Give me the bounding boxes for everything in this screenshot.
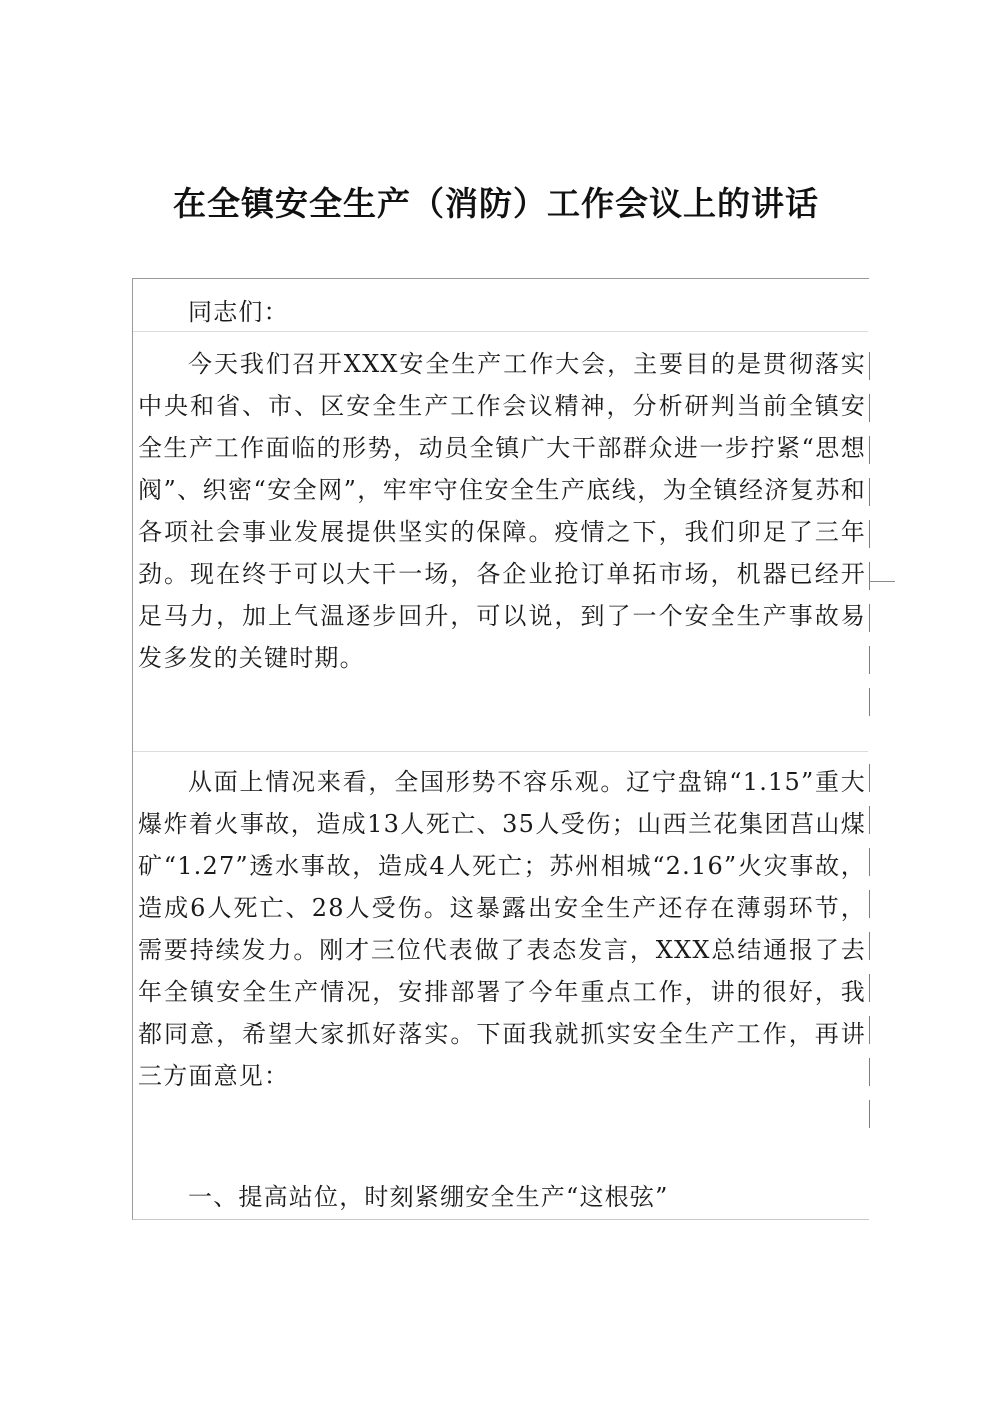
line-marker xyxy=(869,520,870,548)
line-marker xyxy=(869,581,895,582)
divider xyxy=(133,751,868,752)
line-marker xyxy=(869,764,870,792)
line-marker xyxy=(869,1016,870,1044)
paragraph-1: 今天我们召开XXX安全生产工作大会，主要目的是贯彻落实中央和省、市、区安全生产工作会议精神，分析研判当前全镇安全生产工作面临的形势，动员全镇广大干部群众进一步拧紧“思想阀”、织密“安全网”，牢牢守住安全生产底线，为全镇经济复苏和各项社会事业发展提供坚实的保障。疫情之下，我们卯足了三年劲。现在终于可以大干一场，各企业抢订单拓市场，机器已经开足马力，加上气温逐步回升，可以说，到了一个安全生产事故易发多发的关键时期。 xyxy=(138,350,866,672)
line-marker xyxy=(869,1100,870,1128)
document-title: 在全镇安全生产（消防）工作会议上的讲话 xyxy=(173,184,819,223)
line-marker xyxy=(869,646,870,674)
section-heading-1: 一、提高站位，时刻紧绷安全生产“这根弦” xyxy=(188,1183,669,1211)
text-frame xyxy=(132,278,869,1220)
line-marker xyxy=(869,974,870,1002)
line-marker xyxy=(869,562,870,590)
line-marker xyxy=(869,604,870,632)
line-marker xyxy=(869,806,870,834)
divider xyxy=(133,331,868,332)
paragraph-2: 从面上情况来看，全国形势不容乐观。辽宁盘锦“1.15”重大爆炸着火事故，造成13人死亡、35人受伤；山西兰花集团莒山煤矿“1.27”透水事故，造成4人死亡；苏州相城“2.16”火灾事故，造成6人死亡、28人受伤。这暴露出安全生产还存在薄弱环节，需要持续发力。刚才三位代表做了表态发言，XXX总结通报了去年全镇安全生产情况，安排部署了今年重点工作，讲的很好，我都同意，希望大家抓好落实。下面我就抓实安全生产工作，再讲三方面意见： xyxy=(138,768,866,1090)
line-marker xyxy=(869,394,870,422)
line-marker xyxy=(869,1058,870,1086)
line-marker xyxy=(869,478,870,506)
line-marker xyxy=(869,890,870,918)
salutation: 同志们： xyxy=(188,298,289,326)
line-marker xyxy=(869,352,870,380)
line-marker xyxy=(869,688,870,716)
line-marker xyxy=(869,932,870,960)
line-marker xyxy=(869,848,870,876)
line-marker xyxy=(869,436,870,464)
